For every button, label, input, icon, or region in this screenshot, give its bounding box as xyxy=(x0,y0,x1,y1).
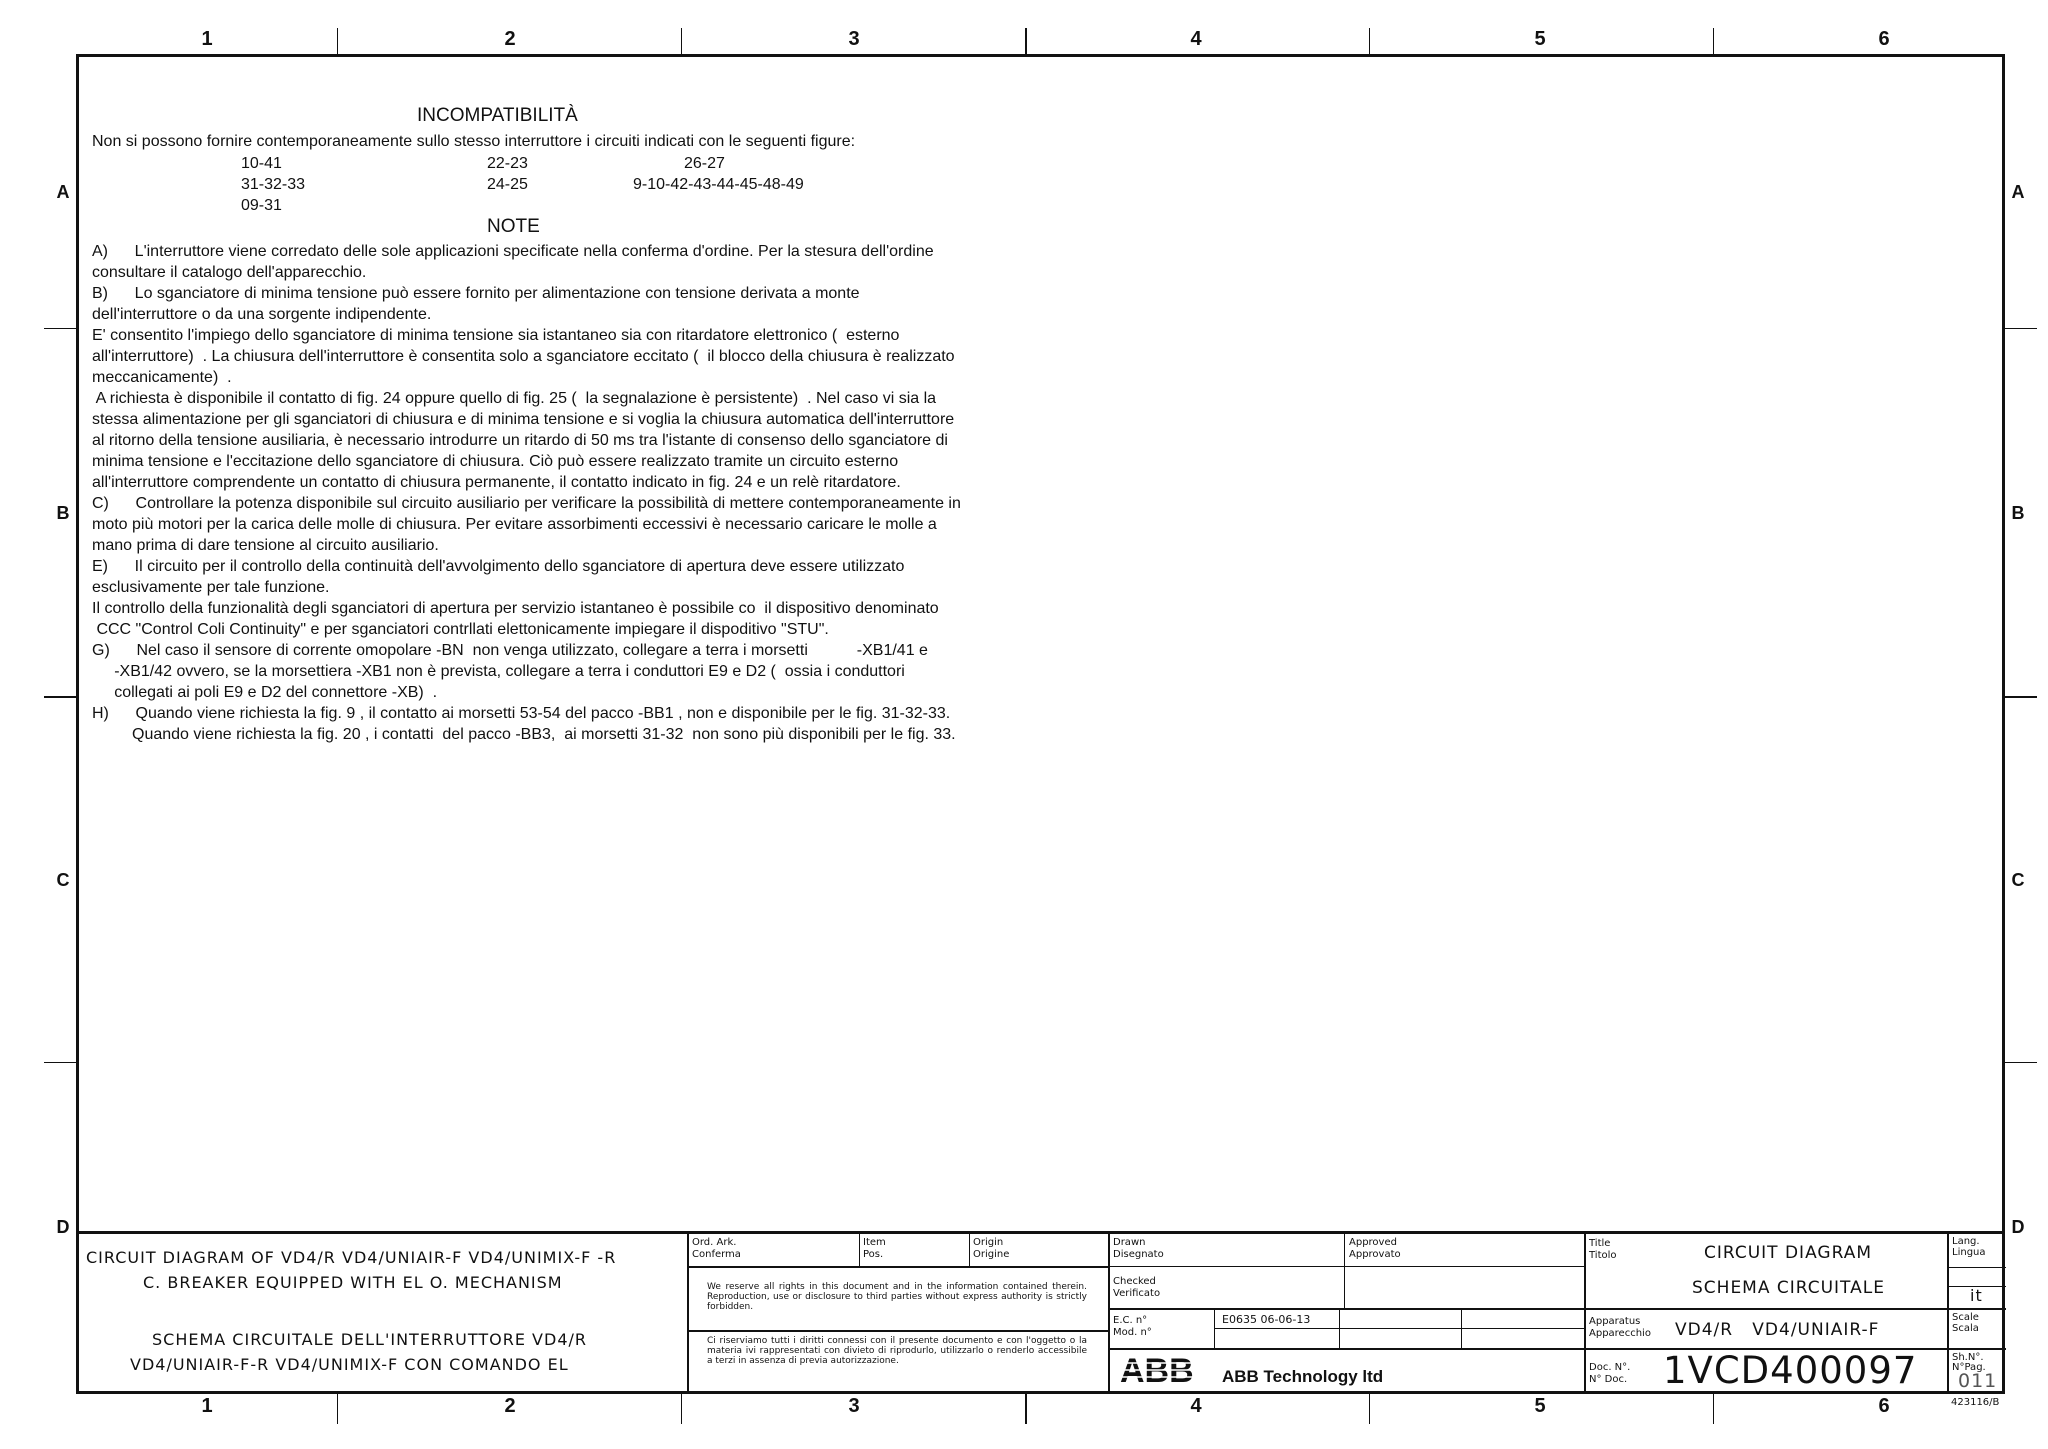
grid-row-a-left: A xyxy=(56,182,70,202)
title-it: SCHEMA CIRCUITALE xyxy=(1692,1278,1885,1298)
item-label-1: Item xyxy=(863,1237,886,1248)
origin-label-1: Origin xyxy=(973,1237,1004,1248)
rights-it: Ci riserviamo tutti i diritti connessi con il presente documento e con l'oggetto o la materia ivi rappresentati con divieto di riprodurlo, utilizzarlo o renderlo accessibile a terzi in assenza di previa autorizzazione. xyxy=(707,1336,1087,1366)
note-line: minima tensione e l'eccitazione dello sganciatore di chiusura. Ciò può essere realizzato tramite un circuito esterno xyxy=(92,453,899,470)
note-line: G) Nel caso il sensore di corrente omopolare -BN non venga utilizzato, collegare a terra i morsetti -XB1/41 e xyxy=(92,642,928,659)
doc-number: 1VCD400097 xyxy=(1663,1349,1918,1392)
abb-logo-icon xyxy=(1120,1354,1198,1386)
grid-col-4-bottom: 4 xyxy=(1190,1395,1202,1417)
note-line: Il controllo della funzionalità degli sganciatori di apertura per servizio istantaneo è possibile co il dispositivo denominato xyxy=(92,600,939,617)
grid-col-4-top: 4 xyxy=(1190,28,1202,50)
note-line: all'interruttore comprendente un contatto di chiusura permanente, il contatto indicato in fig. 24 e un relè ritardatore. xyxy=(92,474,901,491)
svg-text:ABB: ABB xyxy=(1120,1354,1194,1386)
checked-label-1: Checked xyxy=(1113,1276,1156,1287)
desc-it-line2: VD4/UNIAIR-F-R VD4/UNIMIX-F CON COMANDO EL xyxy=(130,1355,569,1374)
note-line: H) Quando viene richiesta la fig. 9 , il contatto ai morsetti 53-54 del pacco -BB1 , non e disponibile per le fig. 31-32-33. xyxy=(92,705,951,722)
apparatus-label-1: Apparatus xyxy=(1589,1316,1641,1327)
grid-col-5-top: 5 xyxy=(1534,28,1546,50)
grid-row-c-left: C xyxy=(56,870,70,890)
ec-value: E0635 06-06-13 xyxy=(1222,1313,1311,1326)
incompat-c1-r1: 10-41 xyxy=(241,155,282,172)
note-line: CCC "Control Coli Continuity" e per sganciatori contrllati elettonicamente impiegare il dispoditivo "STU". xyxy=(92,621,829,638)
doc-label-1: Doc. N°. xyxy=(1589,1362,1631,1373)
desc-it-line1: SCHEMA CIRCUITALE DELL'INTERRUTTORE VD4/R xyxy=(152,1330,587,1349)
apparatus-label-2: Apparecchio xyxy=(1589,1328,1651,1339)
drawn-label-2: Disegnato xyxy=(1113,1249,1164,1260)
grid-col-2-bottom: 2 xyxy=(504,1395,516,1417)
notes-body xyxy=(92,241,961,745)
title-label-1: Title xyxy=(1589,1238,1611,1249)
note-line: C) Controllare la potenza disponibile sul circuito ausiliario per verificare la possibilità di mettere contemporaneamente in xyxy=(92,495,961,512)
grid-col-1-top: 1 xyxy=(201,28,213,50)
note-line: A richiesta è disponibile il contatto di fig. 24 oppure quello di fig. 25 ( la segnalazione è persistente) . Nel caso vi sia la xyxy=(92,390,937,407)
note-line: meccanicamente) . xyxy=(92,369,232,386)
rights-en: We reserve all rights in this document and in the information contained therein. Reproduction, use or disclosure to third parties without express authority is strictly forbidden. xyxy=(707,1282,1087,1312)
note-line: esclusivamente per tale funzione. xyxy=(92,579,330,596)
lang-label-1: Lang. xyxy=(1952,1236,1980,1247)
grid-col-6-top: 6 xyxy=(1878,28,1890,50)
title-label-2: Titolo xyxy=(1589,1250,1617,1261)
grid-row-d-left: D xyxy=(56,1217,70,1237)
desc-en-line1: CIRCUIT DIAGRAM OF VD4/R VD4/UNIAIR-F VD4/UNIMIX-F -R xyxy=(86,1248,617,1267)
note-line: consultare il catalogo dell'apparecchio. xyxy=(92,264,367,281)
drawn-label-1: Drawn xyxy=(1113,1237,1146,1248)
approved-label-2: Approvato xyxy=(1349,1249,1401,1260)
checked-label-2: Verificato xyxy=(1113,1288,1161,1299)
grid-row-a-right: A xyxy=(2011,182,2025,202)
company-name: ABB Technology ltd xyxy=(1222,1367,1384,1386)
grid-row-b-left: B xyxy=(56,503,70,523)
approved-label-1: Approved xyxy=(1349,1237,1397,1248)
sheet-number: 011 xyxy=(1958,1370,1998,1392)
ord-label-2: Conferma xyxy=(692,1249,741,1260)
note-line: E) Il circuito per il controllo della continuità dell'avvolgimento dello sganciatore di apertura deve essere utilizzato xyxy=(92,558,905,575)
note-line: stessa alimentazione per gli sganciatori di chiusura e di minima tensione e si voglia la chiusura automatica dell'interruttore xyxy=(92,411,955,428)
note-line: al ritorno della tensione ausiliaria, è necessario introdurre un ritardo di 50 ms tra l'istante di consenso dello sganciatore di xyxy=(92,432,948,449)
doc-label-2: N° Doc. xyxy=(1589,1374,1628,1385)
note-line: B) Lo sganciatore di minima tensione può essere fornito per alimentazione con tensione derivata a monte xyxy=(92,285,860,302)
grid-row-c-right: C xyxy=(2011,870,2025,890)
note-line: Quando viene richiesta la fig. 20 , i contatti del pacco -BB3, ai morsetti 31-32 non sono più disponibili per le fig. 33. xyxy=(92,726,956,743)
note-line: collegati ai poli E9 e D2 del connettore -XB) . xyxy=(92,684,438,701)
grid-col-5-bottom: 5 xyxy=(1534,1395,1546,1417)
sheet-label-1: Sh.N°. xyxy=(1952,1352,1984,1363)
sheet-label-2: N°Pag. xyxy=(1952,1362,1986,1373)
grid-col-3-top: 3 xyxy=(848,28,860,50)
incompat-intro: Non si possono fornire contemporaneamente sullo stesso interruttore i circuiti indicati con le seguenti figure: xyxy=(92,133,856,150)
ec-label-1: E.C. n° xyxy=(1113,1315,1148,1326)
lang-value: it xyxy=(1970,1286,1983,1305)
item-label-2: Pos. xyxy=(863,1249,884,1260)
incompat-c1-r3: 09-31 xyxy=(241,197,282,214)
note-line: mano prima di dare tensione al circuito ausiliario. xyxy=(92,537,439,554)
form-code: 423116/B xyxy=(1951,1397,2000,1408)
grid-col-1-bottom: 1 xyxy=(201,1395,213,1417)
incompat-c3-r1: 26-27 xyxy=(684,155,725,172)
note-line: dell'interruttore o da una sorgente indipendente. xyxy=(92,306,432,323)
note-line: A) L'interruttore viene corredato delle sole applicazioni specificate nella conferma d'ordine. Per la stesura dell'ordine xyxy=(92,243,934,260)
note-line: all'interruttore) . La chiusura dell'interruttore è consentita solo a sganciatore eccitato ( il blocco della chiusura è realizzato xyxy=(92,348,955,365)
incompat-c3-r2: 9-10-42-43-44-45-48-49 xyxy=(633,176,804,193)
desc-en-line2: C. BREAKER EQUIPPED WITH EL O. MECHANISM xyxy=(143,1273,563,1292)
scale-label-1: Scale xyxy=(1952,1312,1979,1323)
note-line: moto più motori per la carica delle molle di chiusura. Per evitare assorbimenti eccessivi è necessario caricare le molle a xyxy=(92,516,937,533)
incompat-c2-r2: 24-25 xyxy=(487,176,528,193)
ord-label-1: Ord. Ark. xyxy=(692,1237,737,1248)
grid-col-3-bottom: 3 xyxy=(848,1395,860,1417)
grid-row-b-right: B xyxy=(2011,503,2025,523)
note-line: -XB1/42 ovvero, se la morsettiera -XB1 non è prevista, collegare a terra i conduttori E9 e D2 ( ossia i conduttori xyxy=(92,663,905,680)
notes-title: NOTE xyxy=(487,216,540,237)
incompat-title: INCOMPATIBILITÀ xyxy=(417,105,578,126)
incompat-c2-r1: 22-23 xyxy=(487,155,528,172)
ec-label-2: Mod. n° xyxy=(1113,1327,1152,1338)
incompat-c1-r2: 31-32-33 xyxy=(241,176,306,193)
origin-label-2: Origine xyxy=(973,1249,1010,1260)
grid-col-6-bottom: 6 xyxy=(1878,1395,1890,1417)
abb-logo xyxy=(1120,1354,1198,1386)
scale-label-2: Scala xyxy=(1952,1323,1979,1334)
note-line: E' consentito l'impiego dello sganciatore di minima tensione sia istantaneo sia con ritardatore elettronico ( esterno xyxy=(92,327,900,344)
grid-col-2-top: 2 xyxy=(504,28,516,50)
lang-label-2: Lingua xyxy=(1952,1247,1986,1258)
title-en: CIRCUIT DIAGRAM xyxy=(1704,1243,1872,1263)
apparatus-value: VD4/R VD4/UNIAIR-F xyxy=(1675,1320,1880,1340)
grid-row-d-right: D xyxy=(2011,1217,2025,1237)
